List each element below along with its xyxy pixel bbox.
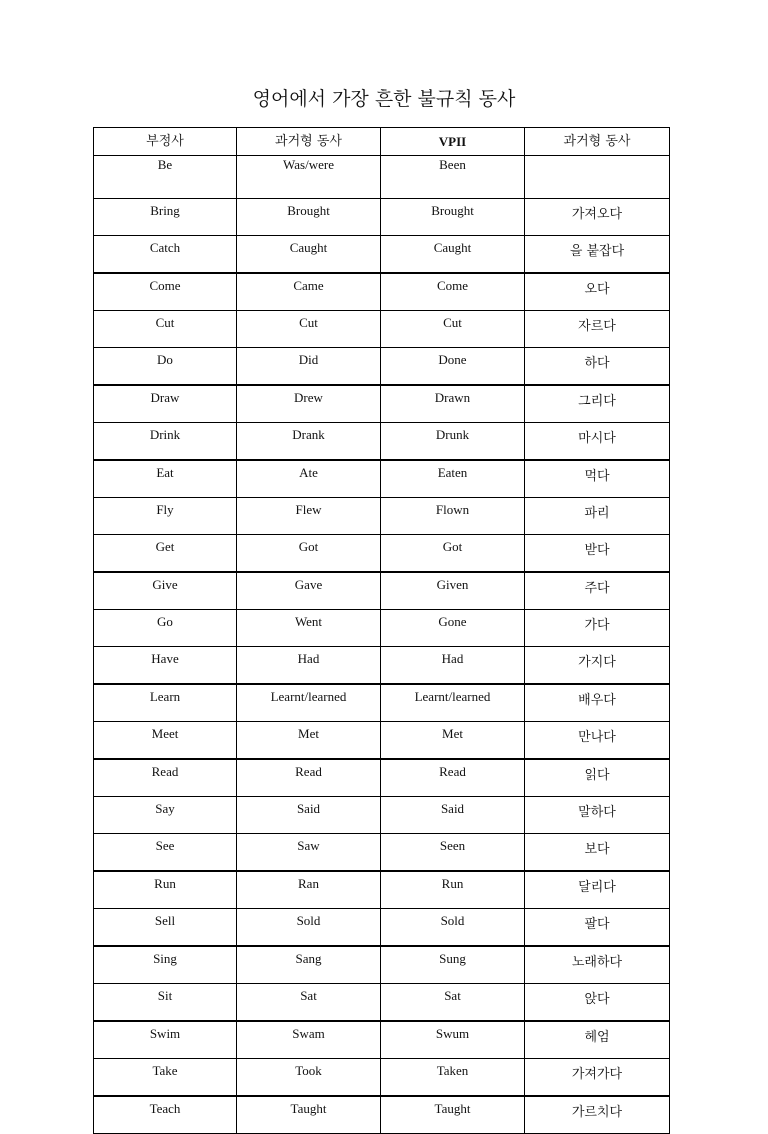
irregular-verbs-table: [93, 127, 670, 1134]
infinitive-cell: Cut: [94, 311, 237, 348]
infinitive-cell: Do: [94, 348, 237, 386]
past-tense-cell: Flew: [237, 498, 381, 535]
korean-meaning-cell: 먹다: [525, 460, 670, 498]
infinitive-cell: Swim: [94, 1021, 237, 1059]
table-row: [94, 273, 670, 311]
past-participle-cell: Drawn: [381, 385, 525, 423]
past-participle-cell: Run: [381, 871, 525, 909]
korean-meaning-cell: 자르다: [525, 311, 670, 348]
table-row: [94, 1059, 670, 1097]
korean-meaning-cell: 오다: [525, 273, 670, 311]
past-tense-cell: Took: [237, 1059, 381, 1097]
past-participle-cell: Got: [381, 535, 525, 573]
past-tense-cell: Got: [237, 535, 381, 573]
table-row: [94, 311, 670, 348]
table-row: [94, 909, 670, 947]
past-tense-cell: Read: [237, 759, 381, 797]
korean-meaning-cell: 가지다: [525, 647, 670, 685]
past-tense-cell: Swam: [237, 1021, 381, 1059]
korean-meaning-cell: 팔다: [525, 909, 670, 947]
past-participle-cell: Flown: [381, 498, 525, 535]
infinitive-cell: Fly: [94, 498, 237, 535]
past-participle-cell: Had: [381, 647, 525, 685]
past-tense-cell: Said: [237, 797, 381, 834]
infinitive-cell: Run: [94, 871, 237, 909]
korean-meaning-cell: 파리: [525, 498, 670, 535]
korean-meaning-cell: [525, 156, 670, 199]
korean-meaning-cell: 노래하다: [525, 946, 670, 984]
past-participle-cell: Seen: [381, 834, 525, 872]
past-tense-cell: Ran: [237, 871, 381, 909]
korean-meaning-cell: 달리다: [525, 871, 670, 909]
table-row: [94, 684, 670, 722]
infinitive-cell: Meet: [94, 722, 237, 760]
korean-meaning-cell: 보다: [525, 834, 670, 872]
table-row: [94, 984, 670, 1022]
infinitive-cell: Teach: [94, 1096, 237, 1134]
infinitive-cell: Go: [94, 610, 237, 647]
infinitive-cell: Give: [94, 572, 237, 610]
korean-meaning-cell: 읽다: [525, 759, 670, 797]
table-row: [94, 572, 670, 610]
past-tense-cell: Went: [237, 610, 381, 647]
past-participle-cell: Met: [381, 722, 525, 760]
header-past-tense: 과거형 동사: [237, 128, 381, 156]
table-row: [94, 156, 670, 199]
infinitive-cell: Get: [94, 535, 237, 573]
past-tense-cell: Ate: [237, 460, 381, 498]
korean-meaning-cell: 앉다: [525, 984, 670, 1022]
past-participle-cell: Sung: [381, 946, 525, 984]
korean-meaning-cell: 받다: [525, 535, 670, 573]
korean-meaning-cell: 마시다: [525, 423, 670, 461]
korean-meaning-cell: 주다: [525, 572, 670, 610]
past-participle-cell: Brought: [381, 199, 525, 236]
korean-meaning-cell: 을 붙잡다: [525, 236, 670, 274]
past-participle-cell: Sold: [381, 909, 525, 947]
table-row: [94, 722, 670, 760]
past-tense-cell: Gave: [237, 572, 381, 610]
past-tense-cell: Drank: [237, 423, 381, 461]
table-row: [94, 460, 670, 498]
past-tense-cell: Saw: [237, 834, 381, 872]
past-tense-cell: Had: [237, 647, 381, 685]
past-tense-cell: Caught: [237, 236, 381, 274]
infinitive-cell: Sing: [94, 946, 237, 984]
korean-meaning-cell: 가져오다: [525, 199, 670, 236]
korean-meaning-cell: 하다: [525, 348, 670, 386]
infinitive-cell: Take: [94, 1059, 237, 1097]
table-row: [94, 498, 670, 535]
table-row: [94, 1021, 670, 1059]
past-participle-cell: Cut: [381, 311, 525, 348]
past-tense-cell: Drew: [237, 385, 381, 423]
table-row: [94, 199, 670, 236]
header-korean-meaning: 과거형 동사: [525, 128, 670, 156]
korean-meaning-cell: 만나다: [525, 722, 670, 760]
korean-meaning-cell: 가르치다: [525, 1096, 670, 1134]
past-tense-cell: Came: [237, 273, 381, 311]
table-row: [94, 236, 670, 274]
past-participle-cell: Done: [381, 348, 525, 386]
past-participle-cell: Read: [381, 759, 525, 797]
korean-meaning-cell: 가다: [525, 610, 670, 647]
infinitive-cell: Eat: [94, 460, 237, 498]
infinitive-cell: Sit: [94, 984, 237, 1022]
table-row: [94, 834, 670, 872]
past-tense-cell: Sold: [237, 909, 381, 947]
past-participle-cell: Caught: [381, 236, 525, 274]
past-tense-cell: Learnt/learned: [237, 684, 381, 722]
past-tense-cell: Sang: [237, 946, 381, 984]
table-row: [94, 423, 670, 461]
table-row: [94, 610, 670, 647]
infinitive-cell: Sell: [94, 909, 237, 947]
past-tense-cell: Did: [237, 348, 381, 386]
table-row: [94, 535, 670, 573]
table-row: [94, 647, 670, 685]
table-row: [94, 797, 670, 834]
korean-meaning-cell: 그리다: [525, 385, 670, 423]
past-participle-cell: Taken: [381, 1059, 525, 1097]
past-participle-cell: Taught: [381, 1096, 525, 1134]
past-participle-cell: Been: [381, 156, 525, 199]
past-participle-cell: Learnt/learned: [381, 684, 525, 722]
table-header-row: [94, 128, 670, 156]
table-row: [94, 348, 670, 386]
past-participle-cell: Said: [381, 797, 525, 834]
past-participle-cell: Swum: [381, 1021, 525, 1059]
table-row: [94, 871, 670, 909]
past-participle-cell: Given: [381, 572, 525, 610]
past-tense-cell: Cut: [237, 311, 381, 348]
infinitive-cell: Drink: [94, 423, 237, 461]
infinitive-cell: Have: [94, 647, 237, 685]
infinitive-cell: Catch: [94, 236, 237, 274]
past-participle-cell: Gone: [381, 610, 525, 647]
infinitive-cell: Draw: [94, 385, 237, 423]
past-participle-cell: Come: [381, 273, 525, 311]
table-row: [94, 1096, 670, 1134]
korean-meaning-cell: 헤엄: [525, 1021, 670, 1059]
past-tense-cell: Sat: [237, 984, 381, 1022]
table-row: [94, 759, 670, 797]
infinitive-cell: Be: [94, 156, 237, 199]
infinitive-cell: Learn: [94, 684, 237, 722]
header-infinitive: 부정사: [94, 128, 237, 156]
table-body: [94, 156, 670, 1134]
korean-meaning-cell: 말하다: [525, 797, 670, 834]
past-participle-cell: Eaten: [381, 460, 525, 498]
page-title: 영어에서 가장 흔한 불규칙 동사: [252, 88, 516, 110]
infinitive-cell: Come: [94, 273, 237, 311]
table-row: [94, 385, 670, 423]
past-tense-cell: Brought: [237, 199, 381, 236]
infinitive-cell: See: [94, 834, 237, 872]
infinitive-cell: Bring: [94, 199, 237, 236]
table-row: [94, 946, 670, 984]
past-participle-cell: Sat: [381, 984, 525, 1022]
infinitive-cell: Say: [94, 797, 237, 834]
past-participle-cell: Drunk: [381, 423, 525, 461]
header-past-participle: VPII: [381, 128, 525, 156]
past-tense-cell: Taught: [237, 1096, 381, 1134]
korean-meaning-cell: 가져가다: [525, 1059, 670, 1097]
korean-meaning-cell: 배우다: [525, 684, 670, 722]
past-tense-cell: Was/were: [237, 156, 381, 199]
past-tense-cell: Met: [237, 722, 381, 760]
infinitive-cell: Read: [94, 759, 237, 797]
